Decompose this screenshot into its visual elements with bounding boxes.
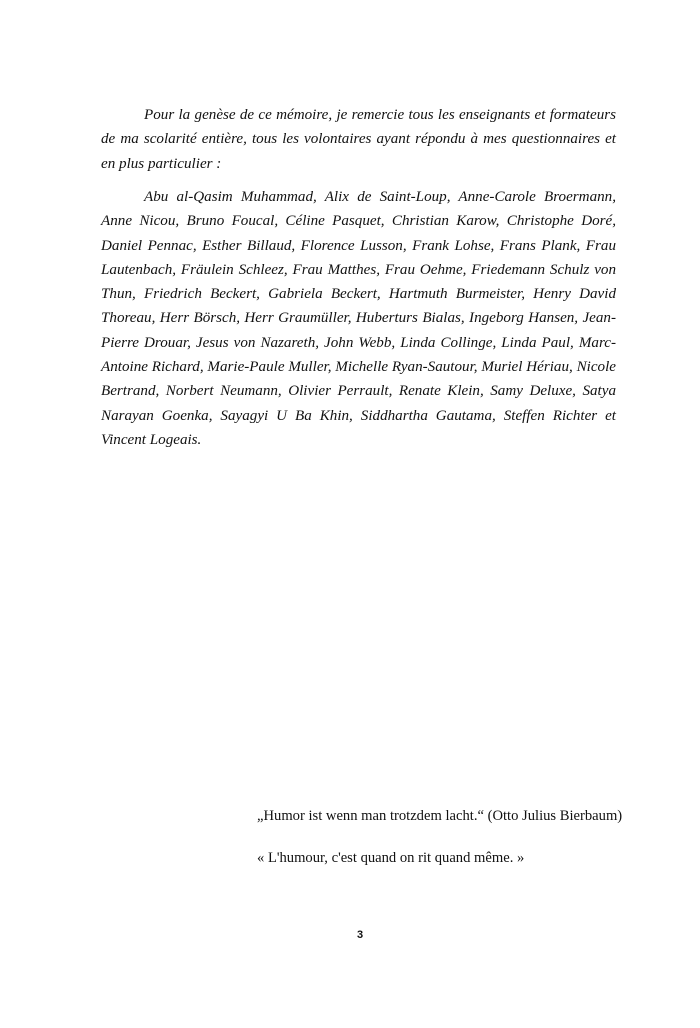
epigraph-quote-german: „Humor ist wenn man trotzdem lacht.“ (Otto Julius Bierbaum) [257, 808, 623, 824]
epigraph-quote-french: « L'humour, c'est quand on rit quand même. » [257, 850, 525, 866]
acknowledgements-intro: Pour la genèse de ce mémoire, je remercie tous les enseignants et formateurs de ma scolarité entière, tous les volontaires ayant répondu à mes questionnaires et en plus particulier : [101, 107, 616, 172]
page-number: 3 [356, 929, 364, 941]
acknowledgements-names-list: Abu al-Qasim Muhammad, Alix de Saint-Loup, Anne-Carole Broermann, Anne Nicou, Bruno Foucal, Céline Pasquet, Christian Karow, Christophe Doré, Daniel Pennac, Esther Billaud, Florence Lusson, Frank Lohse, Frans Plank, Frau Lautenbach, Fräulein Schleez, Frau Matthes, Frau Oehme, Friedemann Schulz von Thun, Friedrich Beckert, Gabriela Beckert, Hartmuth Burmeister, Henry David Thoreau, Herr Börsch, Herr Graumüller, Huberturs Bialas, Ingeborg Hansen, Jean-Pierre Drouar, Jesus von Nazareth, John Webb, Linda Collinge, Linda Paul, Marc-Antoine Richard, Marie-Paule Muller, Michelle Ryan-Sautour, Muriel Hériau, Nicole Bertrand, Norbert Neumann, Olivier Perrault, Renate Klein, Samy Deluxe, Satya Narayan Goenka, Sayagyi U Ba Khin, Siddhartha Gautama, Steffen Richter et Vincent Logeais. [101, 189, 616, 448]
